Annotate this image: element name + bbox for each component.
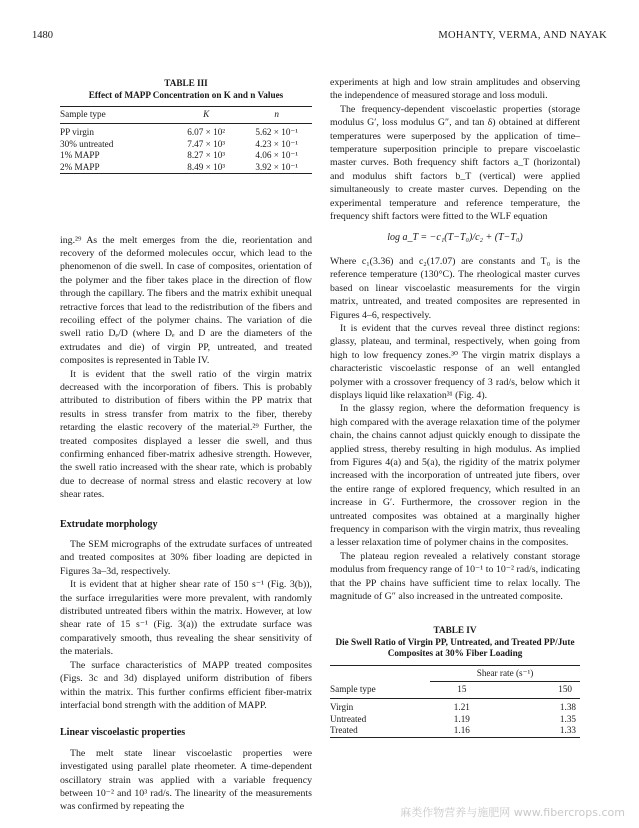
table-iv-grid [330, 665, 580, 740]
table-cell: Treated [330, 725, 358, 736]
table-iv-header: Sample type [330, 684, 376, 695]
table-cell: 1% MAPP [60, 150, 100, 160]
watermark: 麻类作物营养与施肥网 www.fibercrops.com [400, 806, 625, 819]
table-cell: 4.06 × 10⁻¹ [255, 150, 299, 160]
body-paragraph: It is evident that at higher shear rate of 150 s⁻¹ (Fig. 3(b)), the surface irregularities were more prevalent, with randomly distributed untreated fibers within the matrix. However, at low shear rate of 15 s⁻¹ (Fig. 3(a)) the extrudate surface was comparatively smooth, thus revealing the shear sensitivity of the materials. [60, 579, 312, 658]
table-cell: 30% untreated [60, 138, 114, 149]
table-cell: 1.35 [559, 713, 576, 724]
table-cell: Untreated [330, 713, 367, 724]
table-row [60, 127, 312, 139]
body-paragraph: experiments at high and low strain amplitudes and observing the independence of measured storage and loss moduli. [330, 77, 580, 102]
body-paragraph: It is evident that the swell ratio of the virgin matrix decreased with the incorporation of fibers. This is probably attributed to distribution of fibers within the PP matrix that results in stress transfer from matrix to the fiber, thereby retarding the elastic recovery of the material.²⁹ Further, the treated composites displayed a lesser die swell, and thus confirming enhanced fiber-matrix adhesive strength. However, the swell ratio increased with the shear rate, which is probably due to decrease of normal stress and elastic recovery at low shear rates. [60, 368, 312, 501]
table-cell: 1.19 [453, 713, 470, 724]
table-row [330, 725, 580, 737]
table-row [330, 714, 580, 726]
table-iii-header: n [274, 109, 279, 119]
left-column [60, 78, 312, 814]
body-paragraph: The melt state linear viscoelastic properties were investigated using parallel plate rheometer. A time-dependent oscillatory strain was applied with a variable frequency between 10⁻² and 10³ rad/s. The linearity of the measurements was confirmed by repeating the [60, 747, 312, 813]
page-number: 1480 [32, 30, 53, 41]
wlf-equation: log a_T = −c₁(T−T₀)/c₂ + (T−T₀) [387, 232, 523, 244]
section-heading-linear-viscoelastic: Linear viscoelastic properties [60, 727, 186, 739]
table-iv-caption: Die Swell Ratio of Virgin PP, Untreated, and Treated PP/Jute Composites at 30% Fiber Loading [335, 636, 575, 659]
table-cell: 6.07 × 10² [187, 127, 226, 137]
table-cell: PP virgin [60, 127, 94, 137]
table-row [60, 162, 312, 174]
table-cell: 1.38 [559, 702, 576, 713]
table-cell: 3.92 × 10⁻¹ [255, 161, 299, 172]
body-paragraph: The frequency-dependent viscoelastic properties (storage modulus G′, loss modulus G″, and tan δ) obtained at different temperatures were superposed by the application of time–temperature superposition principle to prepare viscoelastic master curves. Both frequency shift factors a_T (horizontal) and modulus shift factors b_T (vertical) were applied simultaneously to create master curves. Depending on the experimental temperature and reference temperature, the frequency shift factors were fitted to the WLF equation [330, 103, 580, 223]
table-iv-header: 15 [457, 684, 467, 695]
table-iii-grid [60, 106, 312, 176]
table-cell: 8.27 × 10³ [187, 150, 226, 160]
page-header [32, 30, 607, 44]
table-iii [60, 78, 312, 176]
body-paragraph: In the glassy region, where the deformation frequency is high compared with the average relaxation time of the polymer chain, the chains cannot adjust quickly enough to dissipate the applied stress, thereby resulting in high modulus. As implied from Figures 4(a) and 5(a), the rigidity of the matrix polymer increased with the incorporation of untreated jute fibers, over the entire range of explored frequency, which resulted in an increase in G′. Furthermore, the crossover region in the untreated composites was obtained at a marginally higher frequency in comparison with the virgin matrix, thus revealing a lesser relaxation time of polymer chains in the composites. [330, 403, 580, 549]
body-paragraph: ing.²⁹ As the melt emerges from the die, reorientation and recovery of the deformed molecules occur, which lead to the phenomenon of die swell. In case of composites, orientation of the polymer and the fiber takes place in the direction of flow through the capillary. The fibers and the matrix exhibit unequal retractive forces that lead to the redistribution of the fibers and recoiling effect of the polymer chains. The variation of die swell ratio Dₑ/D (where Dₑ and D are the diameters of the extrudates and die) of virgin PP, untreated, and treated composites is represented in Table IV. [60, 234, 312, 367]
table-cell: 2% MAPP [60, 161, 100, 172]
table-row [60, 150, 312, 162]
table-row [60, 139, 312, 151]
body-paragraph: The plateau region revealed a relatively constant storage modulus from frequency range of 10⁻¹ to 10⁻² rad/s, indicating that the PP chains have sufficient time to relax locally. The magnitude of G″ also increased in the untreated composite. [330, 550, 580, 603]
table-cell: 5.62 × 10⁻¹ [255, 127, 299, 137]
table-cell: 1.16 [453, 725, 470, 736]
table-cell: 8.49 × 10³ [187, 161, 226, 172]
table-iv-title: TABLE IV [433, 625, 477, 636]
table-iii-header: Sample type [60, 109, 106, 119]
body-paragraph: The surface characteristics of MAPP treated composites (Figs. 3c and 3d) displayed uniform distribution of fibers within the matrix. This further confirms efficient fiber-matrix interfacial bond strength with the addition of MAPP. [60, 659, 312, 711]
section-heading-extrudate-morphology: Extrudate morphology [60, 518, 158, 530]
table-cell: Virgin [330, 702, 354, 713]
table-iii-caption: Effect of MAPP Concentration on K and n Values [88, 89, 284, 100]
table-cell: 1.33 [559, 725, 576, 736]
right-column [330, 76, 580, 739]
table-iv-group-header: Shear rate (s⁻¹) [430, 665, 580, 682]
table-iii-header: K [203, 109, 210, 119]
table-cell: 7.47 × 10³ [187, 138, 226, 149]
body-paragraph: Where c₁(3.36) and c₂(17.07) are constants and T₀ is the reference temperature (130°C). The rheological master curves based on linear viscoelastic measurements for the virgin matrix, untreated, and treated composites are represented in Figures 4–6, respectively. [330, 255, 580, 321]
running-head: MOHANTY, VERMA, AND NAYAK [438, 30, 607, 41]
table-cell: 4.23 × 10⁻¹ [255, 138, 299, 149]
table-iv [330, 625, 580, 739]
body-paragraph: It is evident that the curves reveal three distinct regions: glassy, plateau, and terminal, respectively, when going from high to low frequency zones.³⁰ The virgin matrix displays a characteristic viscoelastic response of an well entangled polymer with a crossover frequency of 3 rad/s, below which it displays liquid like relaxation³¹ (Fig. 4). [330, 322, 580, 401]
body-paragraph: The SEM micrographs of the extrudate surfaces of untreated and treated composites at 30% fiber loading are depicted in Figures 3a–3d, respectively. [60, 539, 312, 577]
table-row [330, 702, 580, 714]
table-cell: 1.21 [453, 702, 470, 713]
table-iii-title: TABLE III [164, 78, 208, 88]
table-iv-header: 150 [558, 684, 572, 695]
